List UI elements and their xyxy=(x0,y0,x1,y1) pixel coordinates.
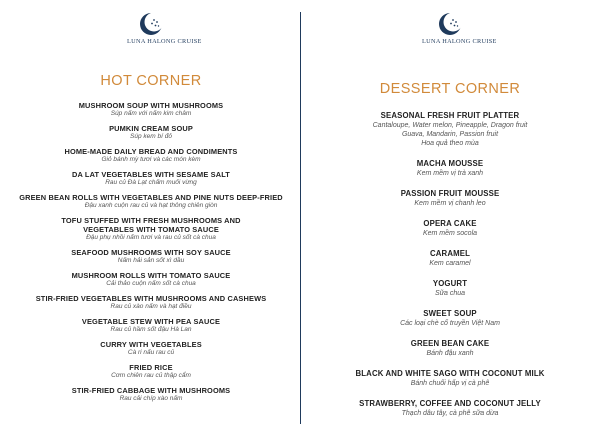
crescent-moon-stars-icon xyxy=(138,11,164,37)
menu-item-name: GREEN BEAN CAKE xyxy=(410,339,490,348)
dessert-corner-title: DESSERT CORNER xyxy=(379,81,521,97)
menu-item xyxy=(0,340,302,357)
menu-item-description: Rau củ xào nấm và hạt điều xyxy=(110,303,192,310)
menu-item-description: Bánh chuối hấp vị cà phê xyxy=(410,380,490,387)
menu-item-description: Súp kem bí đỏ xyxy=(130,133,172,140)
dessert-corner-items xyxy=(300,111,600,429)
menu-item xyxy=(0,317,302,334)
menu-item-name: MUSHROOM SOUP WITH MUSHROOMS xyxy=(78,101,224,110)
menu-item-name: SWEET SOUP xyxy=(423,309,477,318)
menu-item-description: Hoa quả theo mùa xyxy=(421,140,479,147)
menu-item-name: PUMKIN CREAM SOUP xyxy=(109,124,193,133)
menu-item-name: YOGURT xyxy=(432,279,468,288)
menu-item xyxy=(0,170,302,187)
menu-item-description: Cải thảo cuộn nấm sốt cà chua xyxy=(106,280,196,287)
menu-item xyxy=(300,369,600,388)
menu-item xyxy=(0,386,302,403)
menu-item-description: Kem mềm socola xyxy=(422,230,478,237)
menu-item xyxy=(300,249,600,268)
menu-item-description: Rau củ Đà Lạt chấm muối vừng xyxy=(105,179,197,186)
menu-item xyxy=(0,147,302,164)
hot-corner-title: HOT CORNER xyxy=(100,73,202,89)
brand-name: LUNA HALONG CRUISE xyxy=(127,38,202,45)
menu-item-name: STIR-FRIED CABBAGE WITH MUSHROOMS xyxy=(71,386,231,395)
menu-item-description: Giỏ bánh mỳ tươi và các món kèm xyxy=(101,156,201,163)
menu-item-description: Guava, Mandarin, Passion fruit xyxy=(401,131,499,138)
menu-item-name: HOME-MADE DAILY BREAD AND CONDIMENTS xyxy=(64,147,238,156)
menu-item-description: Đậu phụ nhồi nấm tươi và rau củ sốt cà chua xyxy=(86,234,216,241)
menu-item-description: Sữa chua xyxy=(434,290,466,297)
menu-item xyxy=(300,219,600,238)
menu-item-name: STRAWBERRY, COFFEE AND COCONUT JELLY xyxy=(359,399,541,408)
menu-item-description: Kem caramel xyxy=(429,260,471,267)
menu-item-name: MUSHROOM ROLLS WITH TOMATO SAUCE xyxy=(71,271,231,280)
logo xyxy=(127,11,202,45)
menu-item-name: MACHA MOUSSE xyxy=(416,159,484,168)
brand-name: LUNA HALONG CRUISE xyxy=(422,38,497,45)
menu-item-name: SEASONAL FRESH FRUIT PLATTER xyxy=(380,111,520,120)
menu-item-name: VEGETABLES WITH TOMATO SAUCE xyxy=(83,225,219,234)
menu-item xyxy=(300,189,600,208)
crescent-moon-stars-icon xyxy=(437,11,463,37)
menu-item xyxy=(300,279,600,298)
menu-item xyxy=(0,124,302,141)
menu-item-name: SEAFOOD MUSHROOMS WITH SOY SAUCE xyxy=(71,248,231,257)
menu-item-name: CURRY WITH VEGETABLES xyxy=(100,340,202,349)
menu-item xyxy=(300,159,600,178)
menu-item-description: Đậu xanh cuộn rau củ và hạt thông chiên giòn xyxy=(84,202,218,209)
menu-item-description: Súp nấm với nấm kim châm xyxy=(110,110,192,117)
menu-item xyxy=(0,271,302,288)
menu-item-name: VEGETABLE STEW WITH PEA SAUCE xyxy=(81,317,221,326)
menu-item-name: CARAMEL xyxy=(429,249,471,258)
menu-item-name: PASSION FRUIT MOUSSE xyxy=(400,189,500,198)
menu-item-description: Cơm chiên rau củ thập cẩm xyxy=(111,372,191,379)
menu-item-name: GREEN BEAN ROLLS WITH VEGETABLES AND PINE NUTS DEEP-FRIED xyxy=(19,193,283,202)
menu-item-description: Nấm hải sản sốt xì dầu xyxy=(117,257,185,264)
menu-item xyxy=(300,339,600,358)
menu-item-name: DA LAT VEGETABLES WITH SESAME SALT xyxy=(72,170,230,179)
menu-item xyxy=(300,309,600,328)
menu-item-description: Bánh đậu xanh xyxy=(426,350,474,357)
menu-item-description: Cà ri nấu rau củ xyxy=(127,349,175,356)
menu-item xyxy=(0,101,302,118)
menu-item xyxy=(300,399,600,418)
menu-item-name: BLACK AND WHITE SAGO WITH COCONUT MILK xyxy=(355,369,545,378)
logo xyxy=(422,11,497,45)
menu-item xyxy=(0,294,302,311)
menu-item-name: OPERA CAKE xyxy=(423,219,477,228)
menu-item xyxy=(0,248,302,265)
menu-item xyxy=(0,363,302,380)
menu-item-description: Kem mềm vị trà xanh xyxy=(416,170,484,177)
menu-item-description: Thạch dâu tây, cà phê sữa dừa xyxy=(401,410,499,417)
hot-corner-items xyxy=(0,101,302,409)
menu-item-name: TOFU STUFFED WITH FRESH MUSHROOMS AND xyxy=(61,216,241,225)
menu-item xyxy=(0,216,302,242)
menu-item-description: Rau củ hầm sốt đậu Hà Lan xyxy=(110,326,192,333)
menu-item-description: Rau cải chíp xào nấm xyxy=(119,395,183,402)
menu-item-description: Kem mềm vị chanh leo xyxy=(414,200,486,207)
menu-item-description: Các loại chè cổ truyền Việt Nam xyxy=(400,320,500,327)
menu-item xyxy=(0,193,302,210)
menu-item-name: FRIED RICE xyxy=(129,363,173,372)
menu-item-name: STIR-FRIED VEGETABLES WITH MUSHROOMS AND CASHEWS xyxy=(35,294,267,303)
menu-item-description: Cantaloupe, Water melon, Pineapple, Dragon fruit xyxy=(372,122,528,129)
menu-item xyxy=(300,111,600,148)
